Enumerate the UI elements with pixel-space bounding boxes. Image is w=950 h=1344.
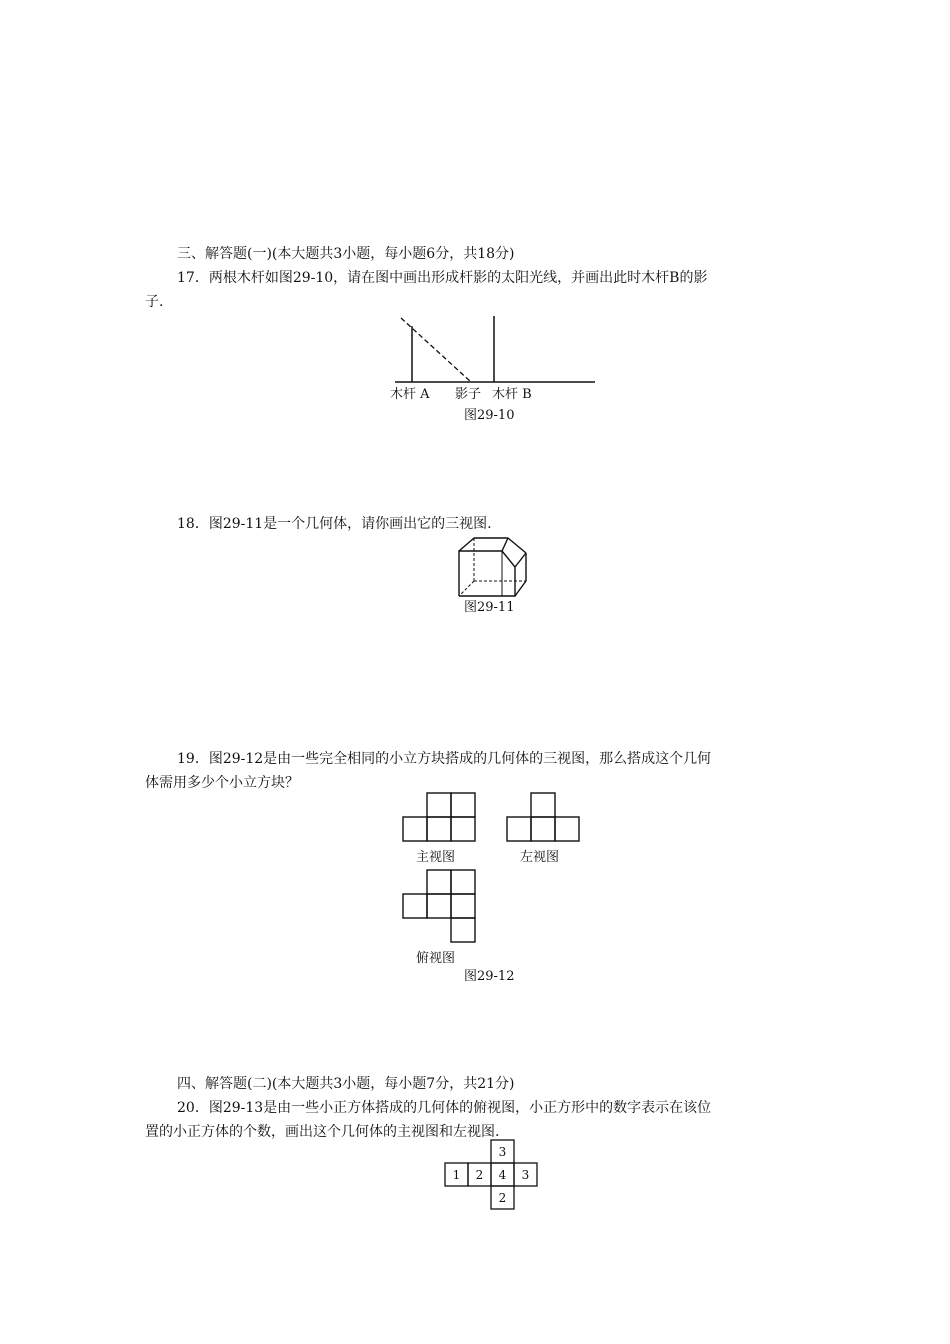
grid-number-row-2: 2: [475, 1168, 484, 1182]
label-left-view: 左视图: [520, 850, 560, 865]
q20-text-line2: 置的小正方体的个数，画出这个几何体的主视图和左视图.: [145, 1124, 500, 1140]
grid-number-bottom: 2: [498, 1191, 507, 1205]
caption-29-10: 图29-10: [464, 408, 515, 423]
figure-29-10: [395, 312, 600, 387]
figure-29-13-top-view: [445, 1140, 545, 1212]
grid-number-row-4: 3: [521, 1168, 530, 1182]
label-top-view: 俯视图: [416, 951, 456, 966]
section3-header: 三、解答题(一)(本大题共3小题，每小题6分，共18分): [177, 246, 515, 262]
label-shadow: 影子: [455, 387, 482, 402]
grid-number-row-3: 4: [498, 1168, 507, 1182]
label-pole-b: 木杆 B: [492, 387, 532, 402]
q17-text-line1: 17．两根木杆如图29-10，请在图中画出形成杆影的太阳光线，并画出此时木杆B的影: [177, 270, 708, 286]
left-view-grid: [507, 792, 582, 842]
label-front-view: 主视图: [416, 850, 456, 865]
section4-header: 四、解答题(二)(本大题共3小题，每小题7分，共21分): [177, 1076, 515, 1092]
label-pole-a: 木杆 A: [390, 387, 430, 402]
front-view-grid: [403, 792, 478, 842]
q19-text-line1: 19．图29-12是由一些完全相同的小立方块搭成的几何体的三视图，那么搭成这个几何: [177, 751, 712, 767]
q20-text-line1: 20．图29-13是由一些小正方体搭成的几何体的俯视图，小正方形中的数字表示在该位: [177, 1100, 712, 1116]
q18-text: 18．图29-11是一个几何体，请你画出它的三视图.: [177, 516, 492, 532]
q17-text-line2: 子.: [145, 294, 164, 310]
grid-number-top: 3: [498, 1145, 507, 1159]
caption-29-11: 图29-11: [464, 600, 515, 615]
q19-text-line2: 体需用多少个小立方块？: [145, 775, 299, 791]
top-view-grid: [403, 870, 478, 945]
figure-29-11: [456, 533, 531, 598]
grid-number-row-1: 1: [452, 1168, 461, 1182]
caption-29-12: 图29-12: [464, 969, 515, 984]
